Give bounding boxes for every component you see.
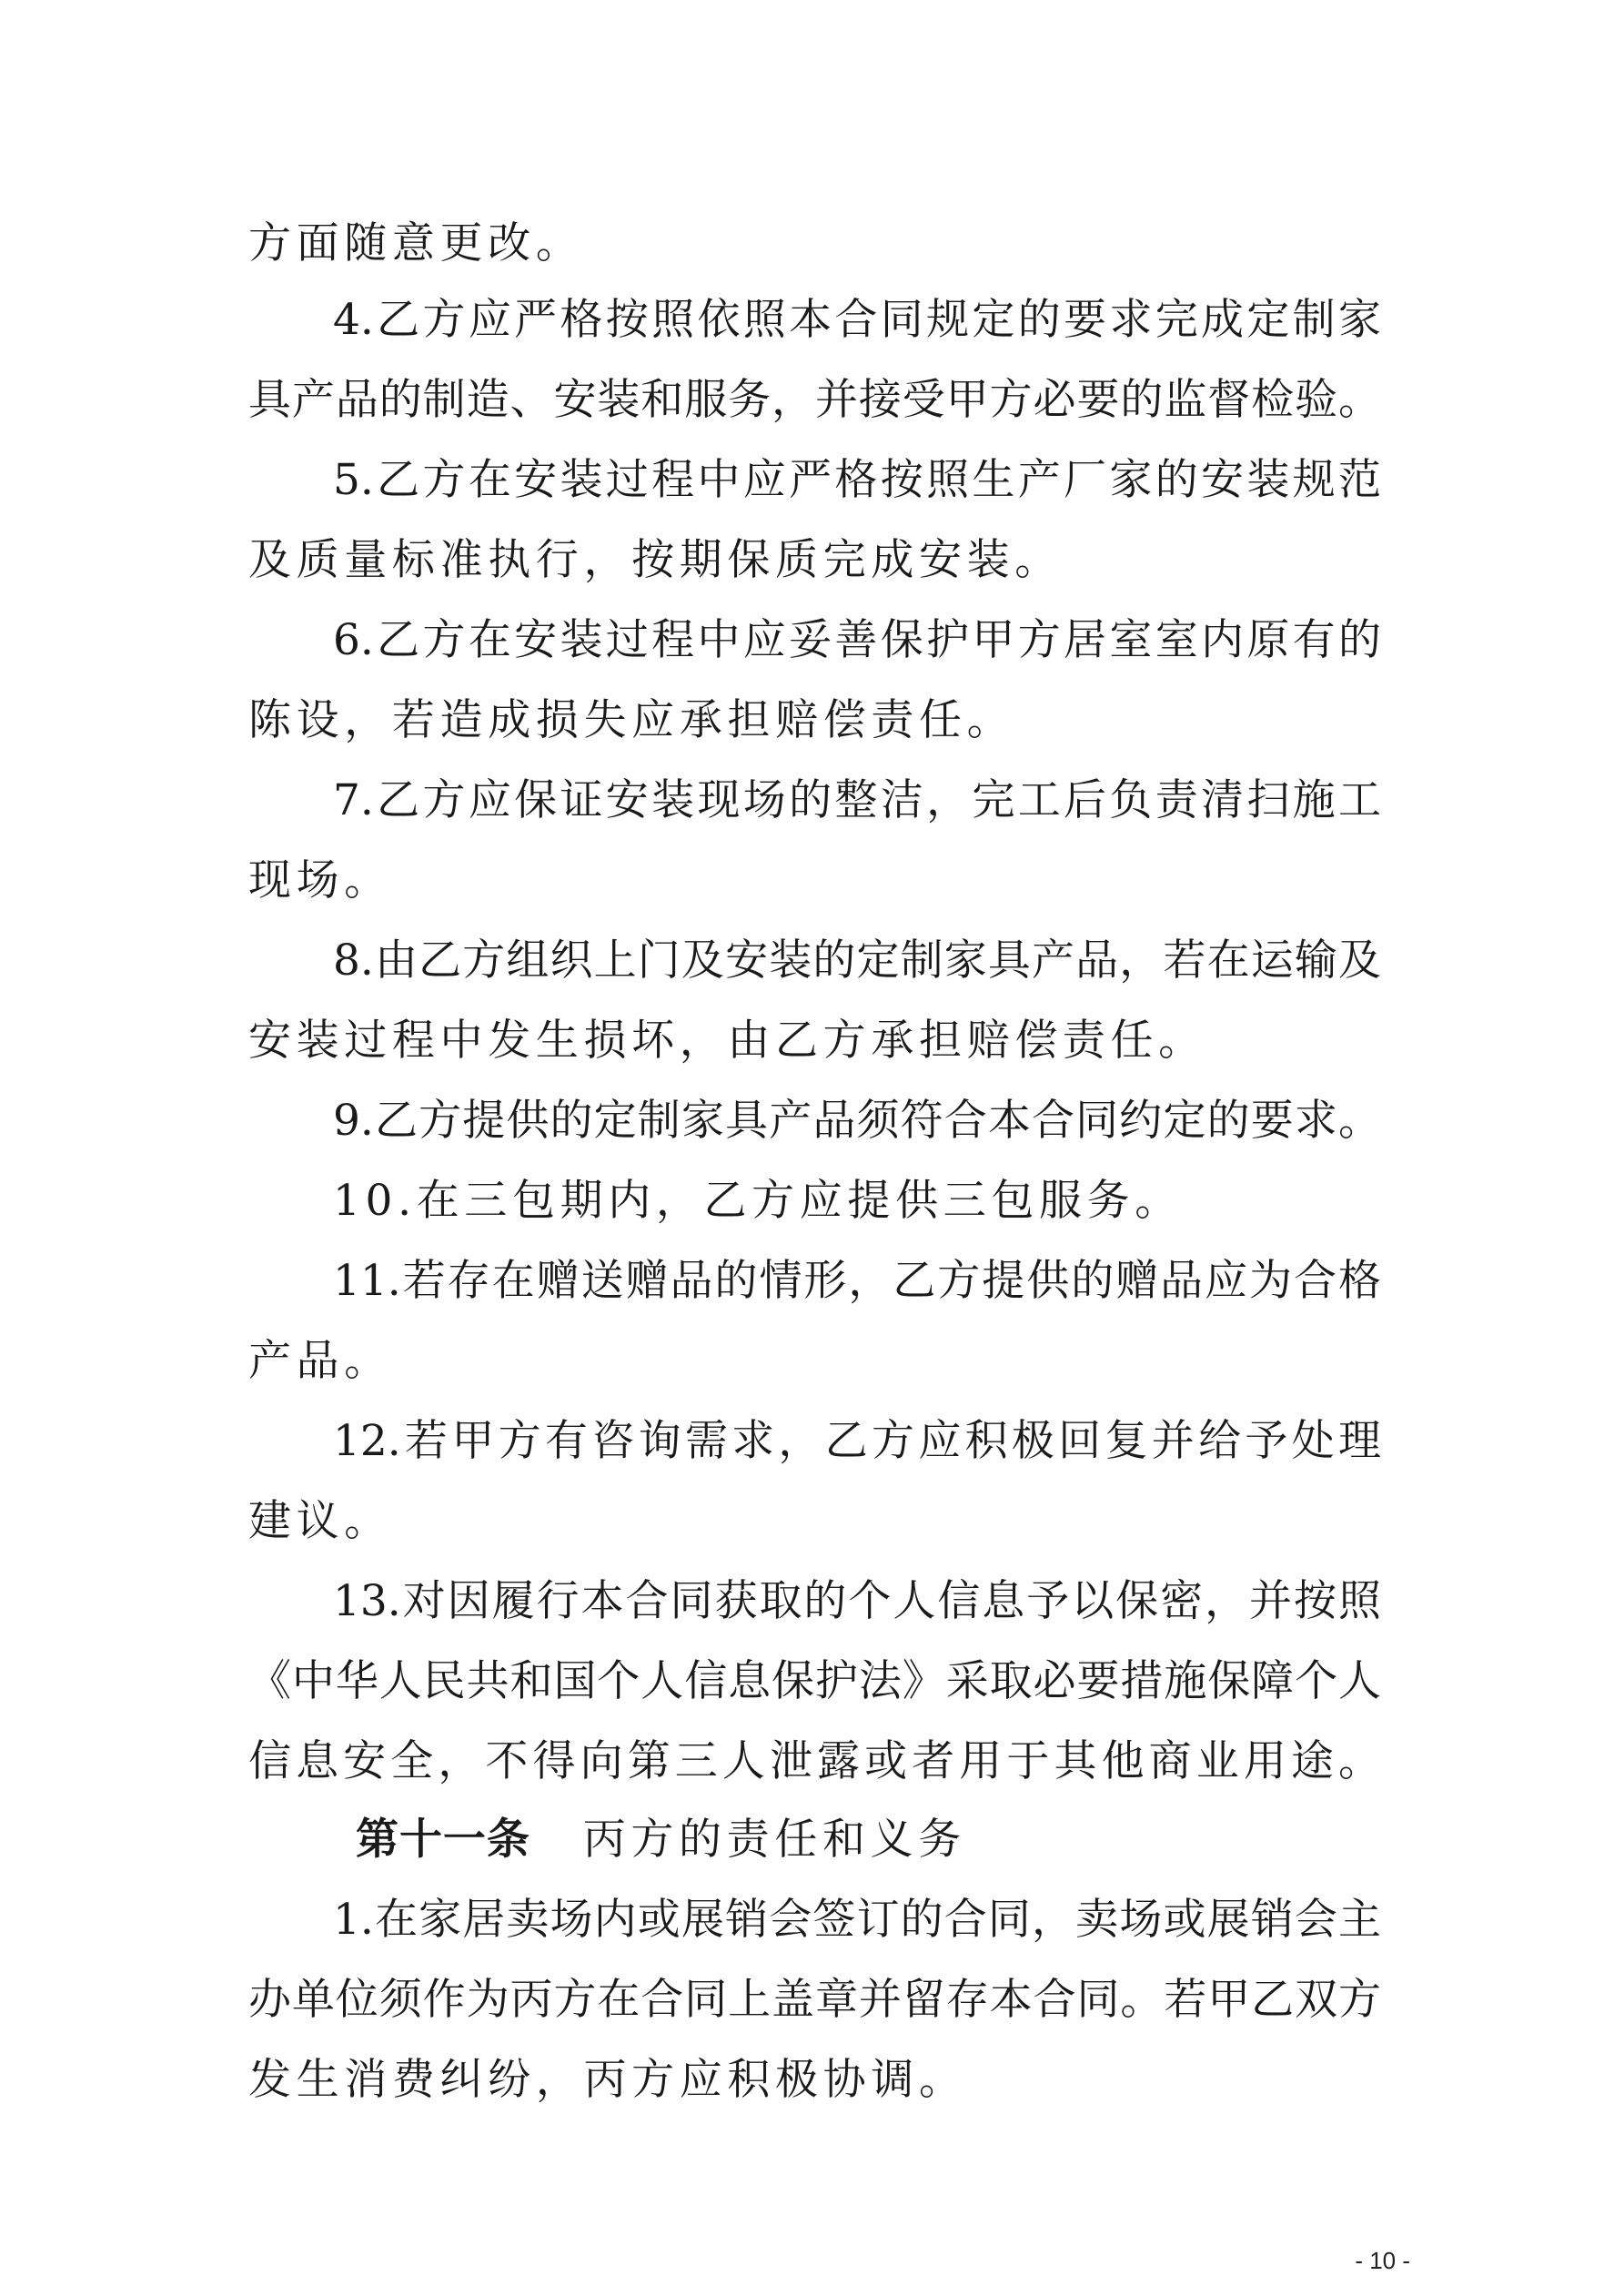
text-line: 1.在家居卖场内或展销会签订的合同，卖场或展销会主 <box>333 1895 1381 1945</box>
text-line: 办单位须作为丙方在合同上盖章并留存本合同。若甲乙双方 <box>248 1975 1381 2025</box>
text-line: 安装过程中发生损坏，由乙方承担赔偿责任。 <box>248 1016 1206 1066</box>
text-line: 发生消费纠纷，丙方应积极协调。 <box>248 2055 967 2105</box>
text-line: 12.若甲方有咨询需求，乙方应积极回复并给予处理 <box>333 1416 1381 1466</box>
text-line: 产品。 <box>248 1336 392 1386</box>
article-heading <box>356 1813 966 1867</box>
text-line: 11.若存在赠送赠品的情形，乙方提供的赠品应为合格 <box>333 1256 1381 1306</box>
text-line: 信息安全，不得向第三人泄露或者用于其他商业用途。 <box>248 1736 1381 1786</box>
text-line: 9.乙方提供的定制家具产品须符合本合同约定的要求。 <box>333 1096 1381 1146</box>
text-line: 陈设，若造成损失应承担赔偿责任。 <box>248 695 1015 745</box>
text-line: 8.由乙方组织上门及安装的定制家具产品，若在运输及 <box>333 936 1381 986</box>
article-title: 丙方的责任和义务 <box>582 1815 966 1865</box>
page-number: - 10 - <box>1355 2247 1410 2274</box>
text-line: 现场。 <box>248 855 392 905</box>
text-line: 4.乙方应严格按照依照本合同规定的要求完成定制家 <box>333 295 1381 345</box>
article-number: 第十一条 <box>356 1815 530 1865</box>
text-line: 10.在三包期内，乙方应提供三包服务。 <box>333 1176 1183 1226</box>
text-line: 《中华人民共和国个人信息保护法》采取必要措施保障个人 <box>248 1656 1381 1706</box>
text-line: 5.乙方在安装过程中应严格按照生产厂家的安装规范 <box>333 455 1381 505</box>
text-line: 建议。 <box>248 1496 392 1546</box>
text-line: 7.乙方应保证安装现场的整洁，完工后负责清扫施工 <box>333 775 1381 825</box>
text-line: 13.对因履行本合同获取的个人信息予以保密，并按照 <box>333 1576 1381 1626</box>
text-line: 具产品的制造、安装和服务，并接受甲方必要的监督检验。 <box>248 375 1381 425</box>
text-line: 方面随意更改。 <box>248 218 584 268</box>
text-line: 6.乙方在安装过程中应妥善保护甲方居室室内原有的 <box>333 615 1381 665</box>
text-line: 及质量标准执行，按期保质完成安装。 <box>248 535 1063 585</box>
